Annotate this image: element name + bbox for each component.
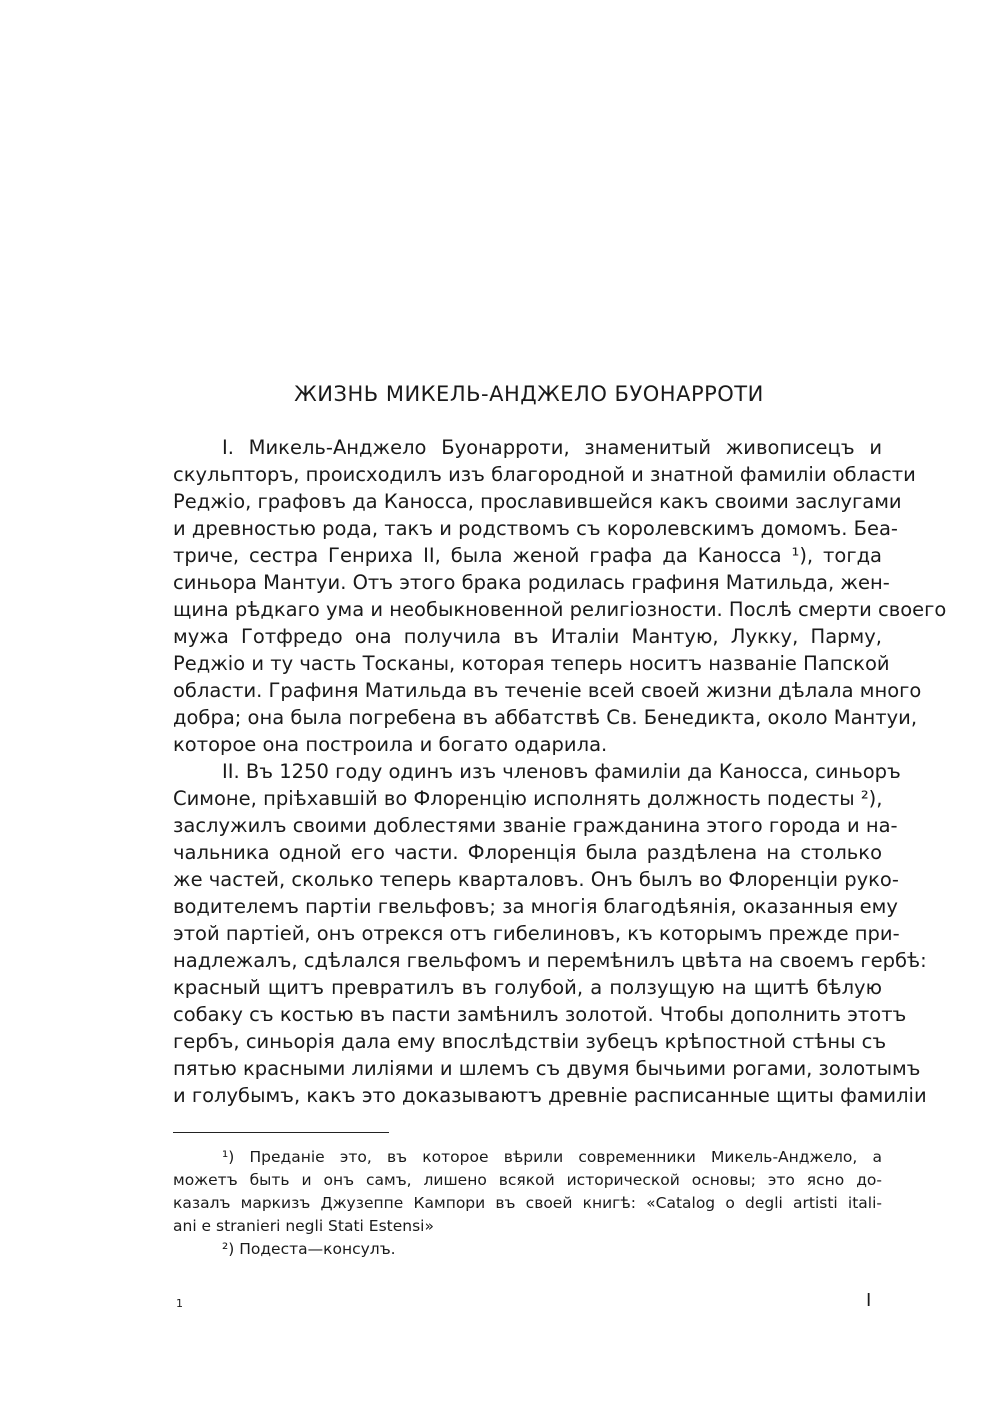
text-line: и древностью рода, такъ и родствомъ съ королевскимъ домомъ. Беа- [173,517,898,540]
text-line: области. Графиня Матильда въ теченiе всей своей жизни дѣлала много [173,679,922,702]
text-line: этой партiей, онъ отрекся отъ гибелиновъ, къ которымъ прежде при- [173,922,900,945]
text-line: Реджiо, графовъ да Каносса, прославившейся какъ своими заслугами [173,490,902,513]
footnote-line: ¹) Преданiе это, въ которое вѣрили современники Микель-Анджело, а [222,1148,882,1166]
text-line: водителемъ партiи гвельфовъ; за многiя благодѣянiя, оказанныя ему [173,895,898,918]
text-line: скульпторъ, происходилъ изъ благородной и знатной фамилiи области [173,463,916,486]
text-line: добра; она была погребена въ аббатствѣ Св. Бенедикта, около Мантуи, [173,706,918,729]
footnote-line: ani e stranieri negli Stati Estensi» [173,1217,434,1235]
signature-mark: 1 [176,1297,183,1310]
text-line: щина рѣдкаго ума и необыкновенной религiозности. Послѣ смерти своего [173,598,947,621]
footnote-line: ²) Подеста—консулъ. [222,1240,396,1258]
page-title: ЖИЗНЬ МИКЕЛЬ-АНДЖЕЛО БУОНАРРОТИ [294,382,764,406]
footnote-line: можетъ быть и онъ самъ, лишено всякой исторической основы; это ясно до- [173,1171,882,1189]
text-line: I. Микель-Анджело Буонарроти, знаменитый живописецъ и [222,436,882,459]
text-line: мужа Готфредо она получила въ Италiи Мантую, Лукку, Парму, [173,625,882,648]
text-line: собаку съ костью въ пасти замѣнилъ золотой. Чтобы дополнить этотъ [173,1003,907,1026]
text-line: гербъ, синьорiя дала ему впослѣдствiи зубецъ крѣпостной стѣны съ [173,1030,887,1053]
text-line: и голубымъ, какъ это доказываютъ древнiе расписанные щиты фамилiи [173,1084,927,1107]
text-line: Реджiо и ту часть Тосканы, которая теперь носитъ названiе Папской [173,652,890,675]
footnote-line: казалъ маркизъ Джузеппе Кампори въ своей книгѣ: «Catalog o degli artisti itali- [173,1194,882,1212]
text-line: надлежалъ, сдѣлался гвельфомъ и перемѣнилъ цвѣта на своемъ гербѣ: [173,949,927,972]
text-line: триче, сестра Генриха II, была женой графа да Каносса ¹), тогда [173,544,882,567]
footnote-divider [173,1132,389,1133]
text-line: пятью красными лилiями и шлемъ съ двумя бычьими рогами, золотымъ [173,1057,921,1080]
text-line: красный щитъ превратилъ въ голубой, а ползущую на щитѣ бѣлую [173,976,882,999]
text-line: чальника одной его части. Флоренцiя была раздѣлена на столько [173,841,882,864]
text-line: Симоне, прiѣхавшiй во Флоренцiю исполнять должность подесты ²), [173,787,883,810]
text-line: II. Въ 1250 году одинъ изъ членовъ фамилiи да Каносса, синьоръ [222,760,901,783]
text-line: заслужилъ своими доблестями званiе гражданина этого города и на- [173,814,898,837]
page-number: I [866,1290,872,1311]
text-line: синьора Мантуи. Отъ этого брака родилась графиня Матильда, жен- [173,571,890,594]
text-line: которое она построила и богато одарила. [173,733,608,756]
text-line: же частей, сколько теперь кварталовъ. Онъ былъ во Флоренцiи руко- [173,868,899,891]
